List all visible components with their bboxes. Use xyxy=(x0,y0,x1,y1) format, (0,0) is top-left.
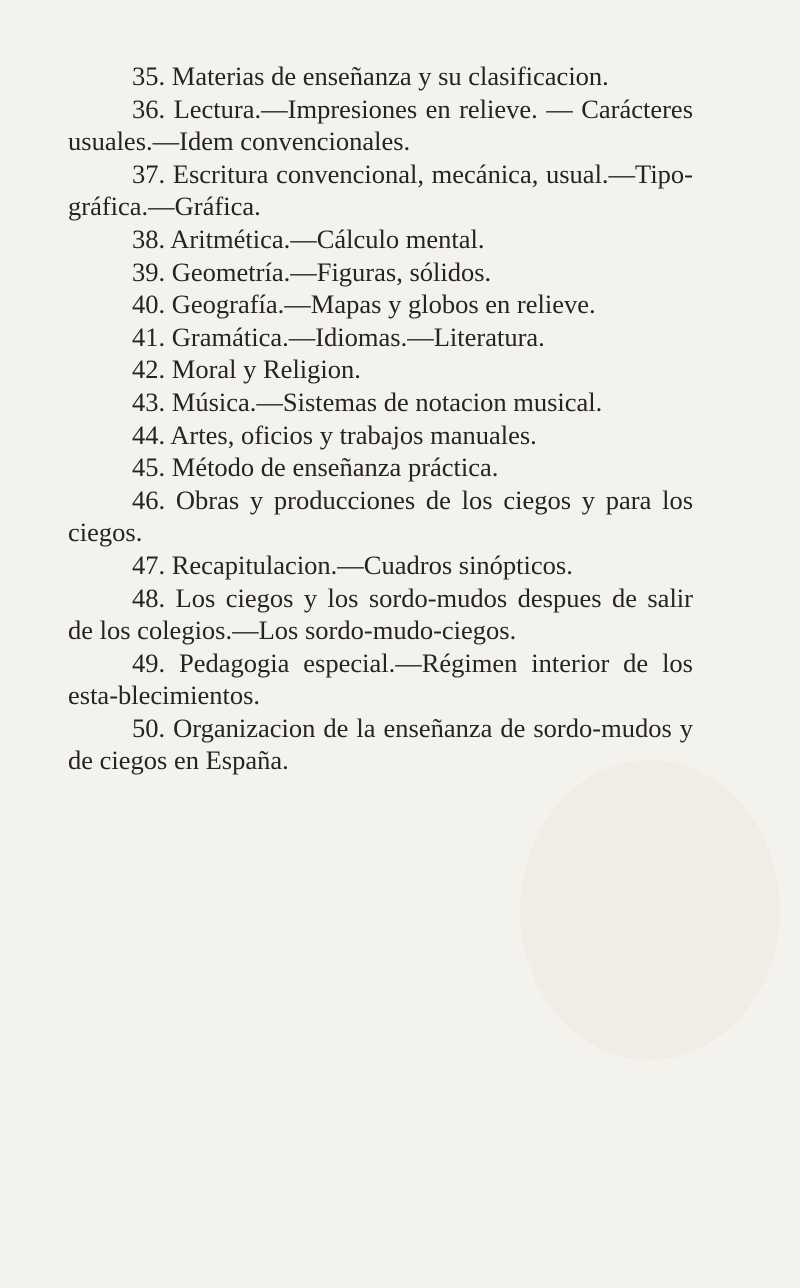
entry-number: 36. xyxy=(132,93,166,124)
entry-text: Pedagogia especial.—Régimen interior de los esta-blecimientos. xyxy=(68,647,693,711)
entry-number: 48. xyxy=(132,582,166,613)
list-item xyxy=(68,712,693,777)
entry-text: Recapitulacion.—Cuadros sinópticos. xyxy=(171,549,573,580)
list-item xyxy=(68,647,693,712)
entry-text: Gramática.—Idiomas.—Literatura. xyxy=(171,321,545,352)
list-item xyxy=(68,549,693,582)
entry-number: 42. xyxy=(132,354,166,385)
entry-number: 35. xyxy=(132,61,166,91)
list-item xyxy=(68,93,693,158)
list-item xyxy=(68,419,693,452)
entry-text: Aritmética.—Cálculo mental. xyxy=(170,223,485,254)
list-item xyxy=(68,484,693,549)
entry-text: Materias de enseñanza y su clasificacion. xyxy=(171,61,609,91)
entry-number: 50. xyxy=(132,712,166,743)
entry-number: 47. xyxy=(132,549,166,580)
list-item xyxy=(68,60,693,93)
list-item xyxy=(68,321,693,354)
entry-text: Música.—Sistemas de notacion musical. xyxy=(171,386,603,417)
entry-number: 44. xyxy=(132,419,166,450)
entry-number: 43. xyxy=(132,386,166,417)
entry-text: Escritura convencional, mecánica, usual.—Tipo-gráfica.—Gráfica. xyxy=(68,158,694,222)
list-item xyxy=(68,582,693,647)
entry-text: Organizacion de la enseñanza de sordo-mudos y de ciegos en España. xyxy=(68,712,693,776)
paper-stain xyxy=(520,760,780,1060)
list-item xyxy=(68,451,693,484)
list-item xyxy=(68,256,693,289)
entry-text: Artes, oficios y trabajos manuales. xyxy=(170,419,537,450)
entry-text: Obras y producciones de los ciegos y para los ciegos. xyxy=(68,484,694,548)
entry-text: Los ciegos y los sordo-mudos despues de salir de los colegios.—Los sordo-mudo-ciegos. xyxy=(68,582,693,646)
table-of-contents xyxy=(68,60,693,777)
entry-number: 45. xyxy=(132,452,166,483)
entry-text: Geografía.—Mapas y globos en relieve. xyxy=(171,289,596,320)
list-item xyxy=(68,223,693,256)
entry-text: Geometría.—Figuras, sólidos. xyxy=(171,256,492,287)
entry-number: 37. xyxy=(132,158,166,189)
entry-text: Método de enseñanza práctica. xyxy=(171,452,499,483)
list-item xyxy=(68,353,693,386)
entry-text: Lectura.—Impresiones en relieve. — Carácteres usuales.—Idem convencionales. xyxy=(68,93,694,157)
entry-number: 41. xyxy=(132,321,166,352)
entry-number: 39. xyxy=(132,256,166,287)
entry-number: 46. xyxy=(132,484,166,515)
entry-number: 40. xyxy=(132,289,166,320)
list-item xyxy=(68,288,693,321)
entry-number: 49. xyxy=(132,647,166,678)
list-item xyxy=(68,158,693,223)
entry-number: 38. xyxy=(132,223,166,254)
entry-text: Moral y Religion. xyxy=(171,354,361,385)
list-item xyxy=(68,386,693,419)
